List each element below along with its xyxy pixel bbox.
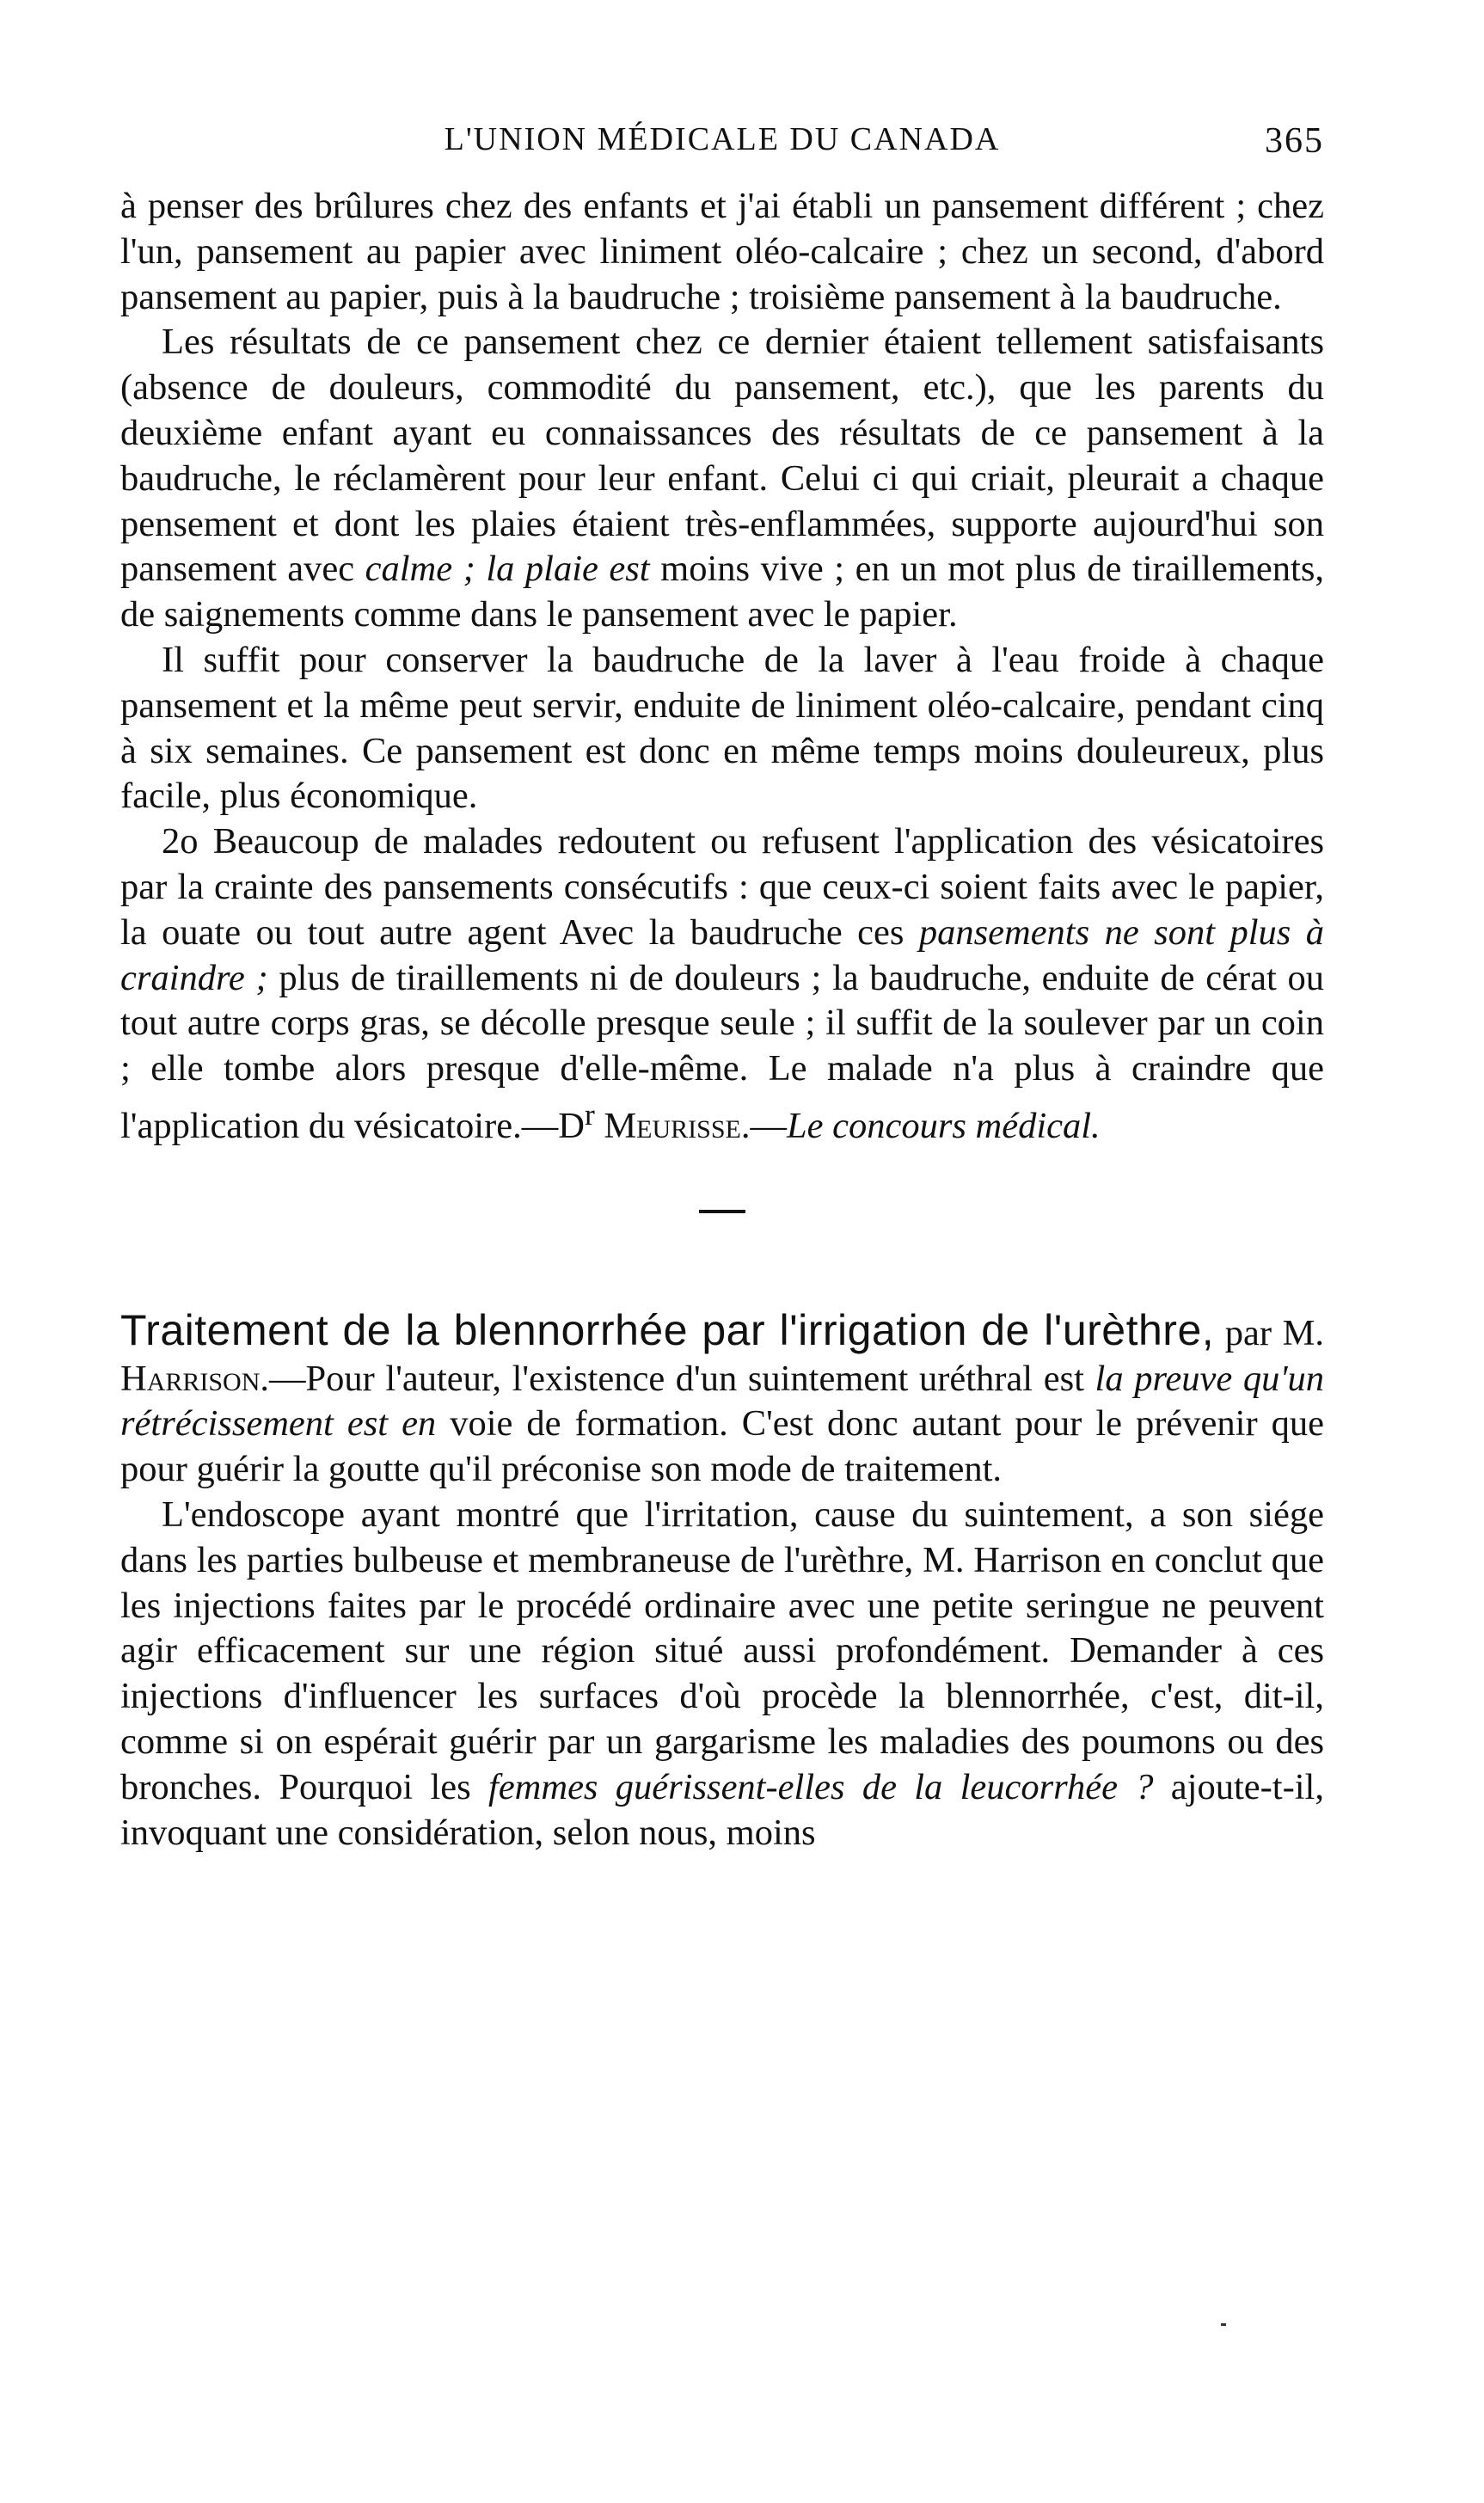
section-separator — [699, 1210, 745, 1213]
article-vesicatoire — [120, 184, 1324, 1150]
paragraph-text: moins vive ; en un mot plus de tiraillements, de saignements comme dans le pansement avec le papier. — [120, 549, 1324, 635]
paragraph-text: voie de formation. C'est donc autant pour le prévenir que pour guérir la goutte qu'il préconise son mode de traitement. — [120, 1403, 1324, 1490]
italic-phrase: calme ; la plaie est — [365, 549, 650, 590]
paragraph-vesicatoires — [120, 819, 1324, 1150]
author-name: Harrison — [120, 1358, 261, 1399]
author-name: Meurisse — [604, 1106, 741, 1147]
source-citation: Le concours médical. — [786, 1106, 1101, 1147]
italic-phrase: la preuve qu'un rétrécissement est en — [120, 1358, 1324, 1445]
paragraph-continuation — [120, 184, 1324, 320]
article-title: Traitement de la blennorrhée par l'irrigation de l'urèthre, — [120, 1305, 1215, 1354]
superscript: r — [584, 1096, 595, 1132]
paragraph-results — [120, 320, 1324, 638]
document-page — [120, 120, 1324, 1856]
italic-phrase: femmes guérissent-elles de la leucorrhée ? — [488, 1766, 1154, 1807]
article-lead-paragraph — [120, 1305, 1324, 1493]
paragraph-text: plus de tiraillements ni de douleurs ; la baudruche, enduite de cérat ou tout autre corps gras, se décolle presque seule ; il suffit de la soulever par un coin ; elle tombe alors presque d'elle-même. Le malade n'a plus à craindre que l'application du vésicatoire.—D — [120, 957, 1324, 1147]
dash: .— — [740, 1106, 787, 1147]
paragraph-text: .—Pour l'auteur, l'existence d'un suintement uréthral est — [260, 1358, 1095, 1399]
running-title: L'UNION MÉDICALE DU CANADA — [444, 121, 1001, 157]
print-speck — [1221, 2323, 1226, 2326]
paragraph-text: Il suffit pour conserver la baudruche de la laver à l'eau froide à chaque pansement et la même peut servir, enduite de liniment oléo-calcaire, pendant cinq à six semaines. Ce pansement est donc en même temps moins douleureux, plus facile, plus économique. — [120, 639, 1324, 817]
paragraph-text: à penser des brûlures chez des enfants et j'ai établi un pansement différent ; chez l'un, pansement au papier avec liniment oléo-calcaire ; chez un second, d'abord pansement au papier, puis à la baudruche ; troisième pansement à la baudruche. — [120, 186, 1324, 317]
page-number: 365 — [1265, 121, 1324, 161]
paragraph-conservation — [120, 638, 1324, 819]
italic-phrase: pansements ne sont plus à craindre ; — [120, 911, 1324, 998]
paragraph-text: ajoute-t-il, invoquant une considération, selon nous, moins — [120, 1766, 1324, 1853]
paragraph-text: 2o Beaucoup de malades redoutent ou refusent l'application des vésicatoires par la crainte des pansements consécutifs : que ceux-ci soient faits avec le papier, la ouate ou tout autre agent Avec la baudruche ces — [120, 821, 1324, 953]
article-blennorrhee — [120, 1305, 1324, 1856]
byline: par M. — [1214, 1312, 1324, 1353]
paragraph-text: L'endoscope ayant montré que l'irritation, cause du suintement, a son siége dans les parties bulbeuse et membraneuse de l'urèthre, M. Harrison en conclut que les injections faites par le procédé ordinaire avec une petite seringue ne peuvent agir efficacement sur une région situé aussi profondément. Demander à ces injections d'influencer les surfaces d'où procède la blennorrhée, c'est, dit-il, comme si on espérait guérir par un gargarisme les maladies des poumons ou des bronches. Pourquoi les — [120, 1494, 1324, 1807]
paragraph-endoscope — [120, 1493, 1324, 1856]
paragraph-text: Les résultats de ce pansement chez ce dernier étaient tellement satisfaisants (absence de douleurs, commodité du pansement, etc.), que les parents du deuxième enfant ayant eu connaissances des résultats de ce pansement à la baudruche, le réclamèrent pour leur enfant. Celui ci qui criait, pleurait a chaque pensement et dont les plaies étaient très-enflammées, supporte aujourd'hui son pansement avec — [120, 322, 1324, 590]
running-header — [120, 120, 1324, 172]
